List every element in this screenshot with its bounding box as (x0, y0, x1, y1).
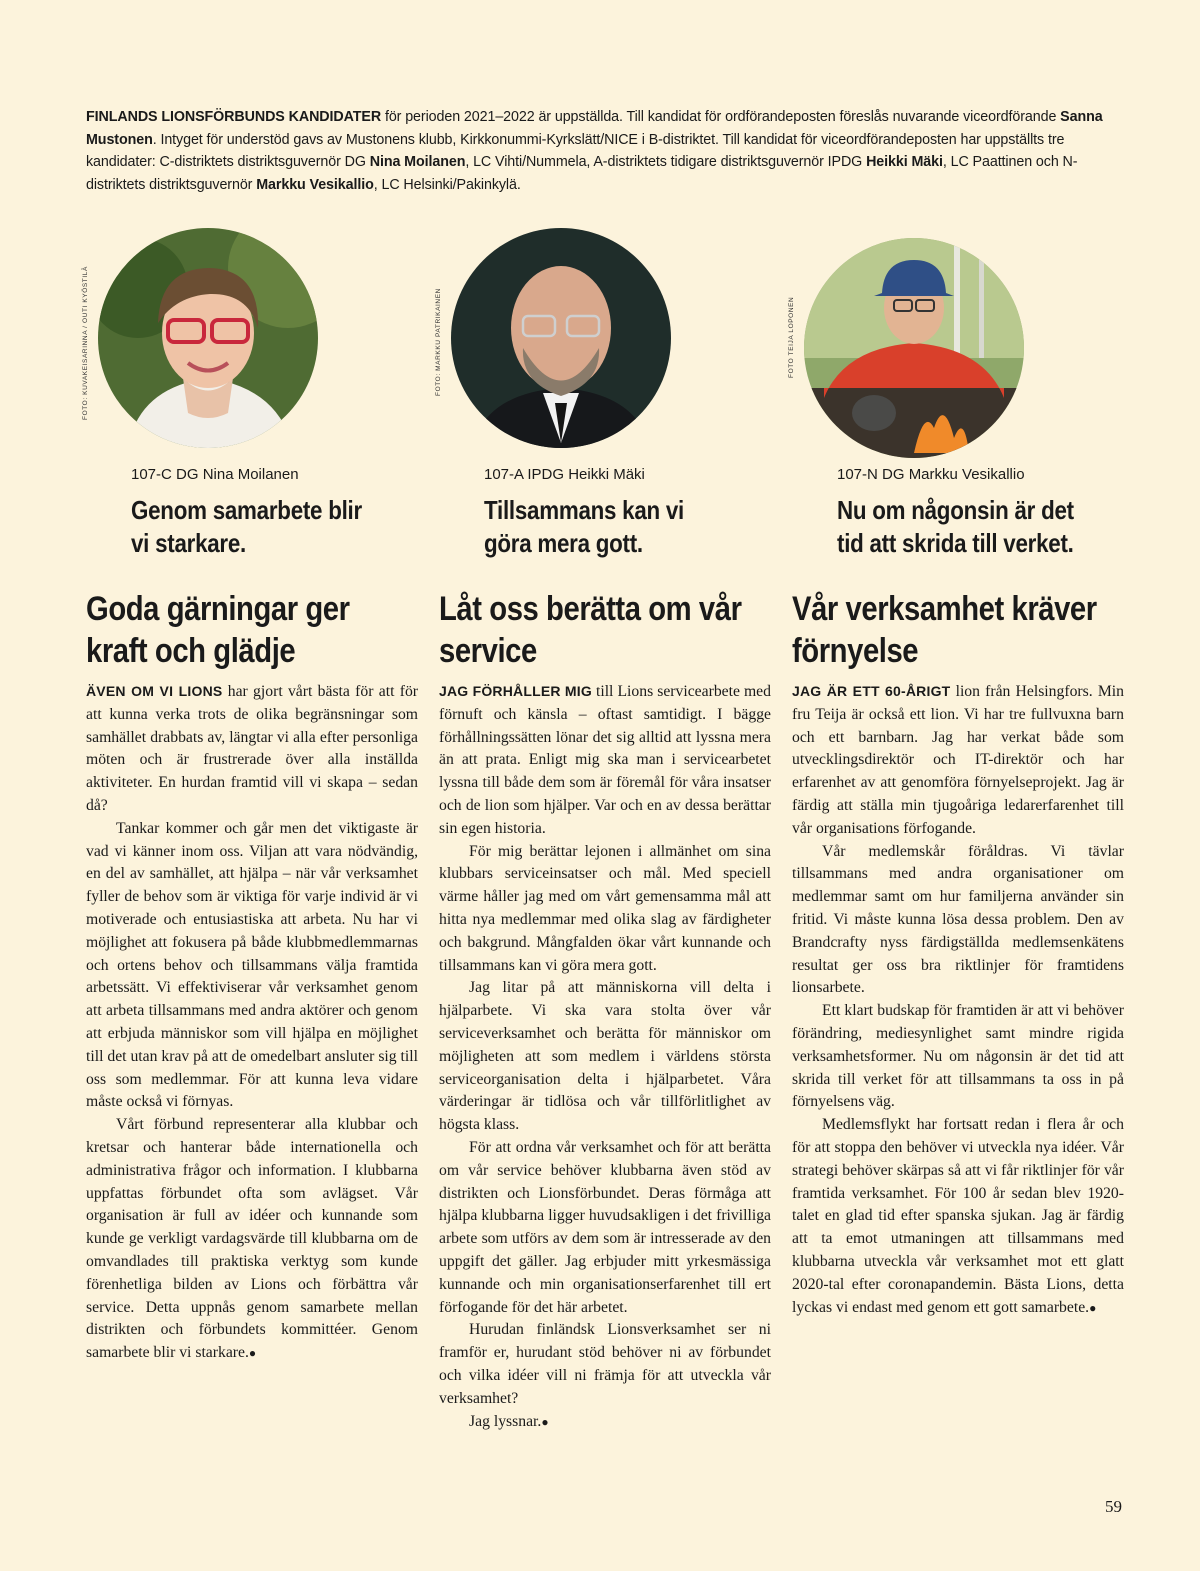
intro-paragraph (86, 106, 1106, 196)
intro-name-moilanen: Nina Moilanen (369, 154, 466, 170)
body-paragraph: För mig berättar lejonen i allmänhet om sina klubbars serviceinsatser och mål. Med speciell värme håller jag med om vårt gemensamma mål att hitta nya medlemmar med olika slag av färdigheter och bakgrund. Mångfalden ökar vårt kunnande och tillsammans kan vi göra mera gott. (439, 842, 771, 974)
intro-name-maki: Heikki Mäki (866, 154, 943, 170)
candidate-role-maki: 107-A IPDG Heikki Mäki (484, 466, 645, 483)
end-mark: ● (541, 1414, 549, 1429)
body-paragraph: Ett klart budskap för framtiden är att vi behöver förändring, mediesynlighet samt mindre rigida verksamhetsformer. Nu om någonsin är det tid att skrida till verket för att tillsammans ta oss in på förnyelsens väg. (792, 1002, 1124, 1111)
candidate-quote-maki: Tillsammans kan vi göra mera gott. (484, 495, 685, 558)
body-text: Jag lyssnar. (469, 1412, 542, 1430)
body-text: till Lions servicearbete med förnuft och känsla – oftast samtidigt. I bägge förhållningssätten lönar det sig alltid att lyssna mera än att prata. Enligt mig ska man i servicearbetet lyssna till både dem som är föremål för våra insatser och de lion som hjälper. Var och en av dessa berättar sin egen historia. (439, 683, 771, 837)
candidate-quote-moilanen: Genom samarbete blir vi starkare. (131, 495, 362, 558)
body-paragraph (792, 680, 1124, 841)
intro-text-2: . Intyget för understöd gavs av Mustonens klubb, Kirkkonummi-Kyrkslätt/NICE i B-distriktet. Till kandidat för viceordförandeposten har uppställts tre kandidater: C-distriktets distriktsguvernör DG (86, 131, 1065, 170)
intro-text-1: för perioden 2021–2022 är uppställda. Till kandidat för ordförandeposten föreslås nuvarande viceordförande (381, 109, 1061, 125)
article-body-vesikallio (792, 680, 1124, 1319)
portrait-image-vesikallio (804, 238, 1024, 458)
end-mark: ● (248, 1346, 257, 1361)
article-heading-moilanen: Goda gärningar ger kraft och glädje (86, 590, 350, 670)
intro-text-4: , LC Paattinen och N-distriktets distriktsguvernör (86, 154, 1078, 193)
portrait-image-moilanen (98, 228, 318, 448)
lead-in: JAG ÄR ETT 60-ÅRIGT (792, 683, 951, 699)
body-paragraph (86, 1114, 418, 1365)
article-body-maki (439, 680, 771, 1433)
body-text: Medlemsflykt har fortsatt redan i flera år och för att stoppa den behöver vi utveckla nya idéer. Vår strategi behöver skärpas så att vi får riktlinjer för vår framtida verksamhet. För 100 år sedan blev 1920-talet en glad tid efter spanska sjukan. Jag är färdig att ta emot utmaningen att tillsammans med klubbarna utveckla vår verksamhet mot ett glatt 2020-tal efter coronapandemin. Bästa Lions, detta lyckas vi endast med genom ett gott samarbete. (792, 1116, 1124, 1316)
photo-credit-moilanen: FOTO: KUVAKEISARINNA / OUTI KYÖSTILÄ (82, 266, 89, 420)
body-paragraph (439, 680, 771, 841)
end-mark: ● (1089, 1300, 1097, 1315)
body-text: har gjort vårt bästa för att för att kunna verka trots de olika begränsningar som samhället drabbats av, längtar vi alla efter personliga möten och är frustrerade över alla inställda aktiviteter. En hurdan framtid vill vi skapa – sedan då? (86, 683, 419, 814)
lead-in: ÄVEN OM VI LIONS (86, 683, 223, 699)
portrait-photo-maki (451, 228, 671, 448)
intro-text-3: , LC Vihti/Nummela, A-distriktets tidigare distriktsguvernör IPDG (465, 154, 867, 170)
portrait-photo-vesikallio (804, 238, 1024, 458)
article-body-moilanen (86, 680, 418, 1365)
body-paragraph (86, 680, 418, 818)
intro-lead: FINLANDS LIONSFÖRBUNDS KANDIDATER (86, 109, 382, 125)
intro-text-5: , LC Helsinki/Pakinkylä. (373, 176, 521, 193)
lead-in: JAG FÖRHÅLLER MIG (439, 683, 592, 699)
candidate-role-vesikallio: 107-N DG Markku Vesikallio (837, 466, 1025, 483)
article-heading-maki: Låt oss berätta om vår service (439, 590, 742, 670)
body-paragraph: Tankar kommer och går men det viktigaste är vad vi känner inom oss. Viljan att vara nödvändig, en del av samhället, att hjälpa – när vår verksamhet fyller de behov som är viktiga för varje individ är vi motiverade och entusiastiska att arbeta. Nu har vi möjlighet att fokusera på både klubbmedlemmarnas och ortens behov och tillsammans välja framtida arbetssätt. Vi effektiviserar vår verksamhet genom att arbeta tillsammans med andra aktörer och genom att erbjuda människor som vill hjälpa en möjlighet till det utan krav på att de omedelbart ansluter sig till oss som medlemmar. För att kunna leva vidare måste också vi förnyas. (86, 819, 418, 1111)
portrait-photo-moilanen (98, 228, 318, 448)
body-paragraph (792, 1114, 1124, 1319)
article-heading-vesikallio: Vår verksamhet kräver förnyelse (792, 590, 1097, 670)
body-paragraph: Hurudan finländsk Lionsverksamhet ser ni framför er, hurudant stöd behöver ni av förbundet och vilka idéer vill ni främja för att utveckla vår verksamhet? (439, 1321, 771, 1407)
body-paragraph: Vår medlemskår föråldras. Vi tävlar tillsammans med andra organisationer om medlemmar samt om hur familjerna använder sin fritid. Vi måste kunna lösa dessa problem. Den av Brandcrafty nyss färdigställda medlemsenkätens resultat ger oss bra riktlinjer för framtidens lionsarbete. (792, 842, 1124, 997)
body-text: Vårt förbund representerar alla klubbar och kretsar och hanterar både internationella och administrativa frågor och information. I klubbarna uppfattas förbundet ofta som avlägset. Vår organisation är full av idéer och kunnande som kunde ge verkligt vardagsvärde till klubbarna om de omvandlades till praktiska verktyg som kunde förenhetliga bilden av Lions och förbättra vår service. Detta uppnås genom samarbete mellan distrikten och förbundets kommittéer. Genom samarbete blir vi starkare. (86, 1116, 418, 1362)
portrait-image-maki (451, 228, 671, 448)
intro-name-mustonen: Sanna Mustonen (86, 109, 1103, 148)
photo-credit-vesikallio: FOTO TEIJA LOPONEN (788, 296, 795, 378)
body-paragraph: Jag litar på att människorna vill delta i hjälparbete. Vi ska vara stolta över vår serviceverksamhet och berätta för människor om möjligheten att som medlem i världens största serviceorganisation delta i hjälparbetet. Våra värderingar är tidlösa och vår tillförlitlighet av högsta klass. (439, 979, 771, 1134)
candidate-quote-vesikallio: Nu om någonsin är det tid att skrida till verket. (837, 495, 1074, 558)
candidate-role-moilanen: 107-C DG Nina Moilanen (131, 466, 299, 483)
intro-name-vesikallio: Markku Vesikallio (256, 176, 374, 193)
page-number: 59 (1105, 1497, 1122, 1516)
body-text: lion från Helsingfors. Min fru Teija är också ett lion. Vi har tre fullvuxna barn och ett barnbarn. Jag har verkat både som utvecklingsdirektör och IT-direktör och har erfarenhet av att genomföra förnyelseprojekt. Jag är färdig att ställa min tjugoåriga ledarerfarenhet till vår organisations förfogande. (792, 683, 1124, 837)
body-paragraph (439, 1411, 771, 1434)
body-paragraph: För att ordna vår verksamhet och för att berätta om vår service behöver klubbarna även stöd av distrikten och Lionsförbundet. Deras förmåga att hjälpa klubbarna ligger huvudsakligen i det frivilliga arbete som utförs av dem som är intresserade av den uppgift det gäller. Jag erbjuder mitt yrkesmässiga kunnande och min organisationserfarenhet till ert förfogande för det här arbetet. (439, 1138, 771, 1316)
photo-credit-maki: FOTO: MARKKU PATRIKAINEN (435, 288, 442, 396)
